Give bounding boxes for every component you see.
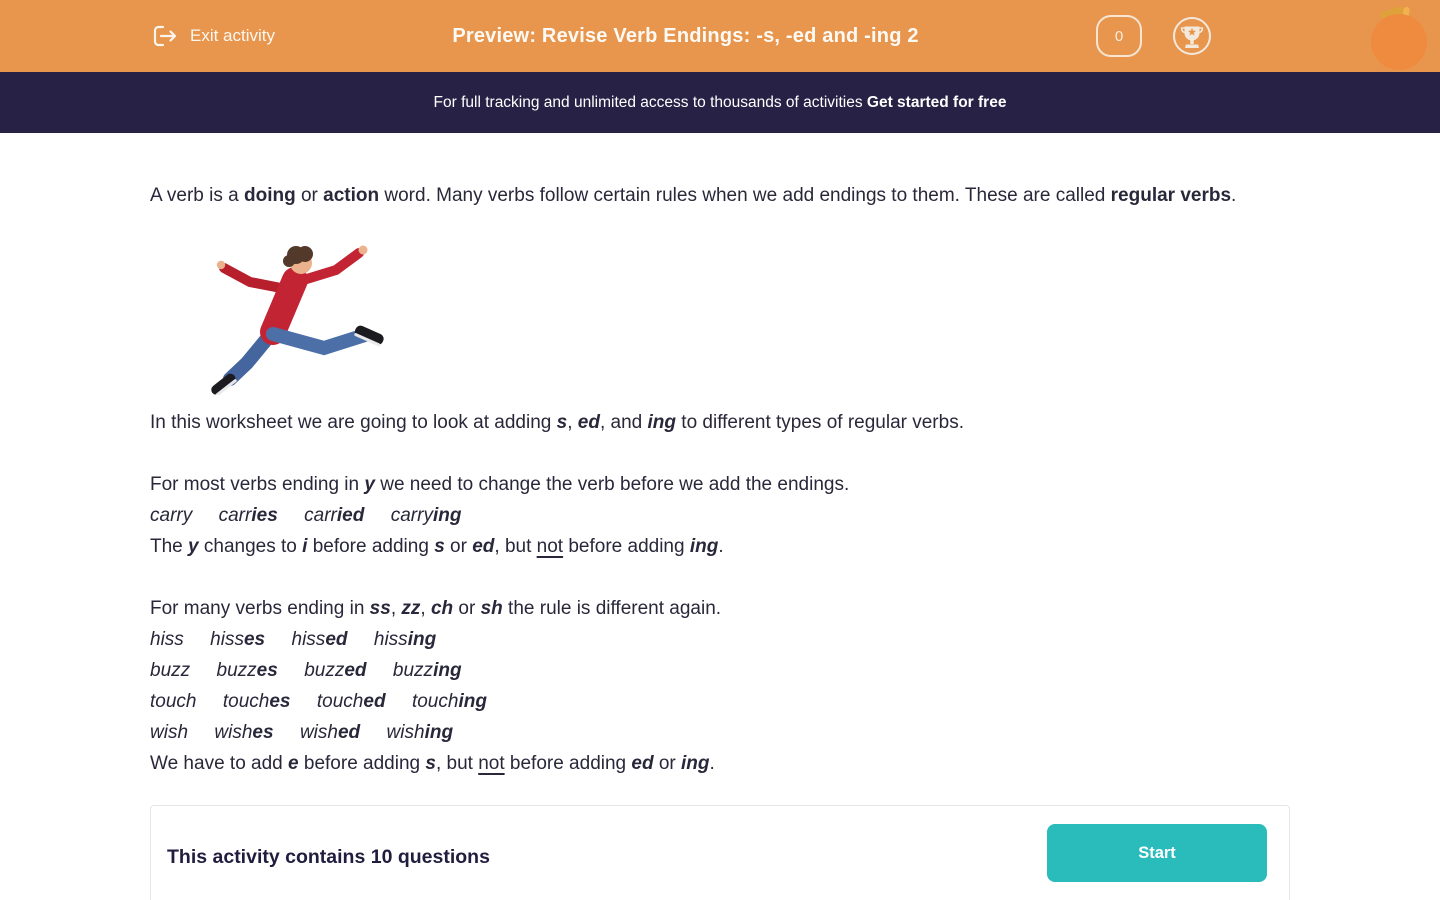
verb-example-line-buzz: buzz buzzes buzzed buzzing: [150, 660, 462, 681]
rule-cons-note: We have to add e before adding s, but not before adding ed or ing.: [150, 753, 715, 774]
activity-card: [150, 805, 1290, 900]
verb-example-line-carry: carry carries carried carrying: [150, 505, 462, 526]
trophy-icon: [1172, 43, 1212, 60]
rule-y-note: The y changes to i before adding s or ed, but not before adding ing.: [150, 536, 724, 557]
exit-activity-label: Exit activity: [190, 26, 276, 45]
exit-icon: [150, 22, 180, 50]
rewards-button[interactable]: [1172, 16, 1212, 56]
worksheet-content: [150, 180, 1290, 900]
rule-y-block: [150, 469, 1290, 562]
promo-text: For full tracking and unlimited access to thousands of activities: [433, 93, 867, 111]
worksheet-paragraph: In this worksheet we are going to look at adding s, ed, and ing to different types of regular verbs.: [150, 412, 964, 433]
score-badge: [1096, 15, 1142, 57]
exit-activity-button[interactable]: [150, 22, 275, 50]
rule-y-intro: For most verbs ending in y we need to change the verb before we add the endings.: [150, 474, 850, 495]
orange-fruit-icon: [1368, 57, 1430, 74]
intro-paragraph: A verb is a doing or action word. Many verbs follow certain rules when we add endings to them. These are called regular verbs.: [150, 185, 1237, 206]
activity-question-count: This activity contains 10 questions: [167, 846, 490, 868]
promo-banner: [0, 72, 1440, 133]
score-value: 0: [1114, 27, 1124, 45]
start-button-label: Start: [1138, 843, 1176, 862]
verb-example-line-touch: touch touches touched touching: [150, 691, 487, 712]
start-button[interactable]: [1047, 824, 1267, 882]
verb-example-line-hiss: hiss hisses hissed hissing: [150, 629, 437, 650]
get-started-link[interactable]: Get started for free: [866, 93, 1007, 111]
rule-cons-intro: For many verbs ending in ss, zz, ch or sh the rule is different again.: [150, 598, 722, 619]
verb-example-line-wish: wish wishes wished wishing: [150, 722, 454, 743]
page-title: Preview: Revise Verb Endings: -s, -ed and -ing 2: [452, 24, 919, 47]
rule-consonant-block: [150, 593, 1290, 779]
jumping-boy-image: [200, 232, 385, 395]
app-header: [0, 0, 1440, 72]
brand-logo[interactable]: [1368, 4, 1430, 70]
header-right-group: [1096, 2, 1430, 70]
